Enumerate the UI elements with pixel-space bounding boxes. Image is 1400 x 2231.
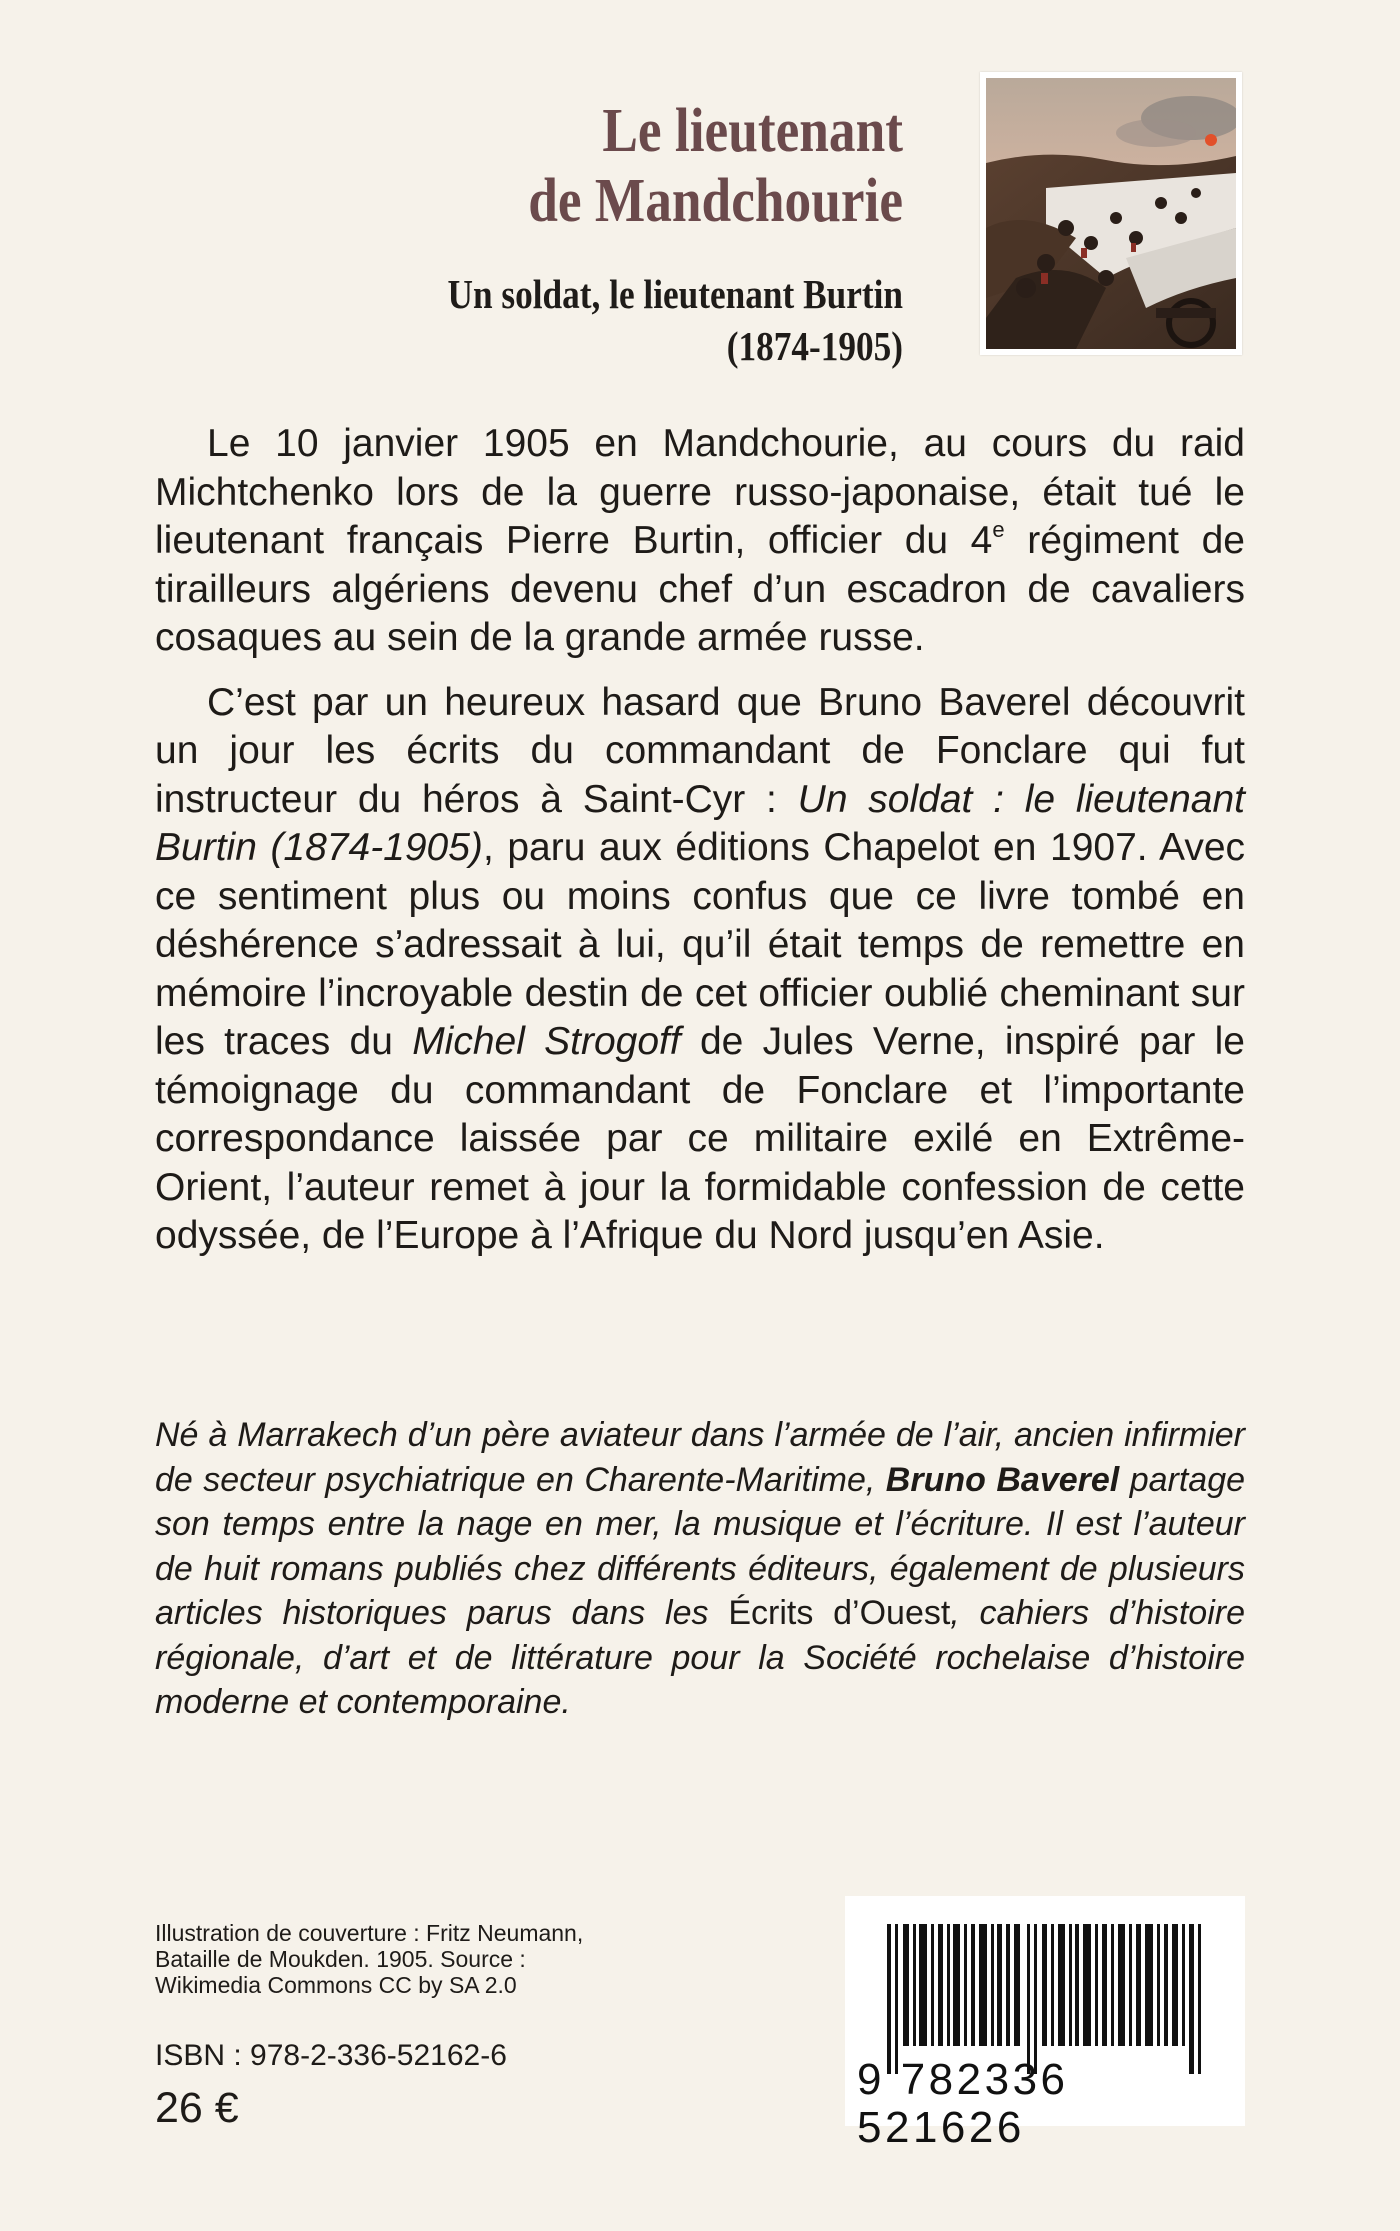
book-description — [155, 420, 1245, 1277]
description-paragraph-2 — [155, 679, 1245, 1261]
bio-part-b: partage son temps entre la nage en mer, la musique et l’écriture. Il est l’auteur de huit romans publiés chez différents éditeurs, également de plusieurs articles historiques parus dans les — [155, 1460, 1246, 1632]
barcode — [845, 1896, 1245, 2152]
description-p2-a: C’est par un heureux hasard que Bruno Baverel découvrit un jour les écrits du commandant de Fonclare qui fut instructeur du héros à Saint-Cyr : — [155, 680, 1245, 821]
credit-line-1: Illustration de couverture : Fritz Neumann, — [155, 1920, 584, 1946]
bio-part-a: Né à Marrakech d’un père aviateur dans l’armée de l’air, ancien infirmier de secteur psychiatrique en Charente-Maritime, — [155, 1416, 1245, 1499]
isbn: ISBN : 978-2-336-52162-6 — [155, 2039, 507, 2072]
description-p2-b: , paru aux éditions Chapelot en 1907. Avec ce sentiment plus ou moins confus que ce livre tombé en déshérence s’adressait à lui, qu’il était temps de remettre en mémoire l’incroyable destin de cet officier oublié cheminant sur les traces du — [155, 826, 1246, 1063]
illustration-credit — [155, 1920, 715, 1998]
cited-novel-title: Michel Strogoff — [412, 1020, 681, 1063]
book-title-line-1: Le lieutenant — [602, 97, 903, 165]
battle-painting-icon — [986, 78, 1236, 349]
ordinal-superscript: e — [992, 517, 1005, 542]
description-p1-text: Le 10 janvier 1905 en Mandchourie, au cours du raid Michtchenko lors de la guerre russo-japonaise, était tué le lieutenant français Pierre Burtin, officier du 4 — [155, 422, 1245, 562]
book-title-line-2: de Mandchourie — [528, 167, 903, 235]
description-p2-c: de Jules Verne, inspiré par le témoignage du commandant de Fonclare et l’importante correspondance laissée par ce militaire exilé en Extrême-Orient, l’auteur remet à jour la formidable confession de cette odyssée, de l’Europe à l’Afrique du Nord jusqu’en Asie. — [155, 1020, 1245, 1257]
credit-line-3: Wikimedia Commons CC by SA 2.0 — [155, 1972, 517, 1998]
bio-part-c: , cahiers d’histoire régionale, d’art et de littérature pour la Société rochelaise d’histoire moderne et contemporaine. — [155, 1594, 1245, 1721]
price: 26 € — [155, 2084, 239, 2132]
description-p1-end: régiment de tirailleurs algériens devenu chef d’un escadron de cavaliers cosaques au sein de la grande armée russe. — [155, 519, 1245, 659]
journal-title: Écrits d’Ouest — [728, 1594, 951, 1632]
author-bio — [155, 1413, 1245, 1725]
cover-illustration — [980, 72, 1242, 355]
description-paragraph-1 — [155, 420, 1245, 663]
book-subtitle-line-1: Un soldat, le lieutenant Burtin — [447, 271, 903, 317]
barcode-digits: 9 782336 521626 — [857, 2055, 1069, 2152]
book-subtitle-line-2: (1874-1905) — [726, 323, 903, 369]
author-name: Bruno Baverel — [885, 1460, 1120, 1499]
credit-line-2: Bataille de Moukden. 1905. Source : — [155, 1946, 526, 1972]
cited-book-title: Un soldat : le lieutenant Burtin (1874-1905) — [155, 777, 1245, 869]
title-block — [143, 96, 903, 372]
